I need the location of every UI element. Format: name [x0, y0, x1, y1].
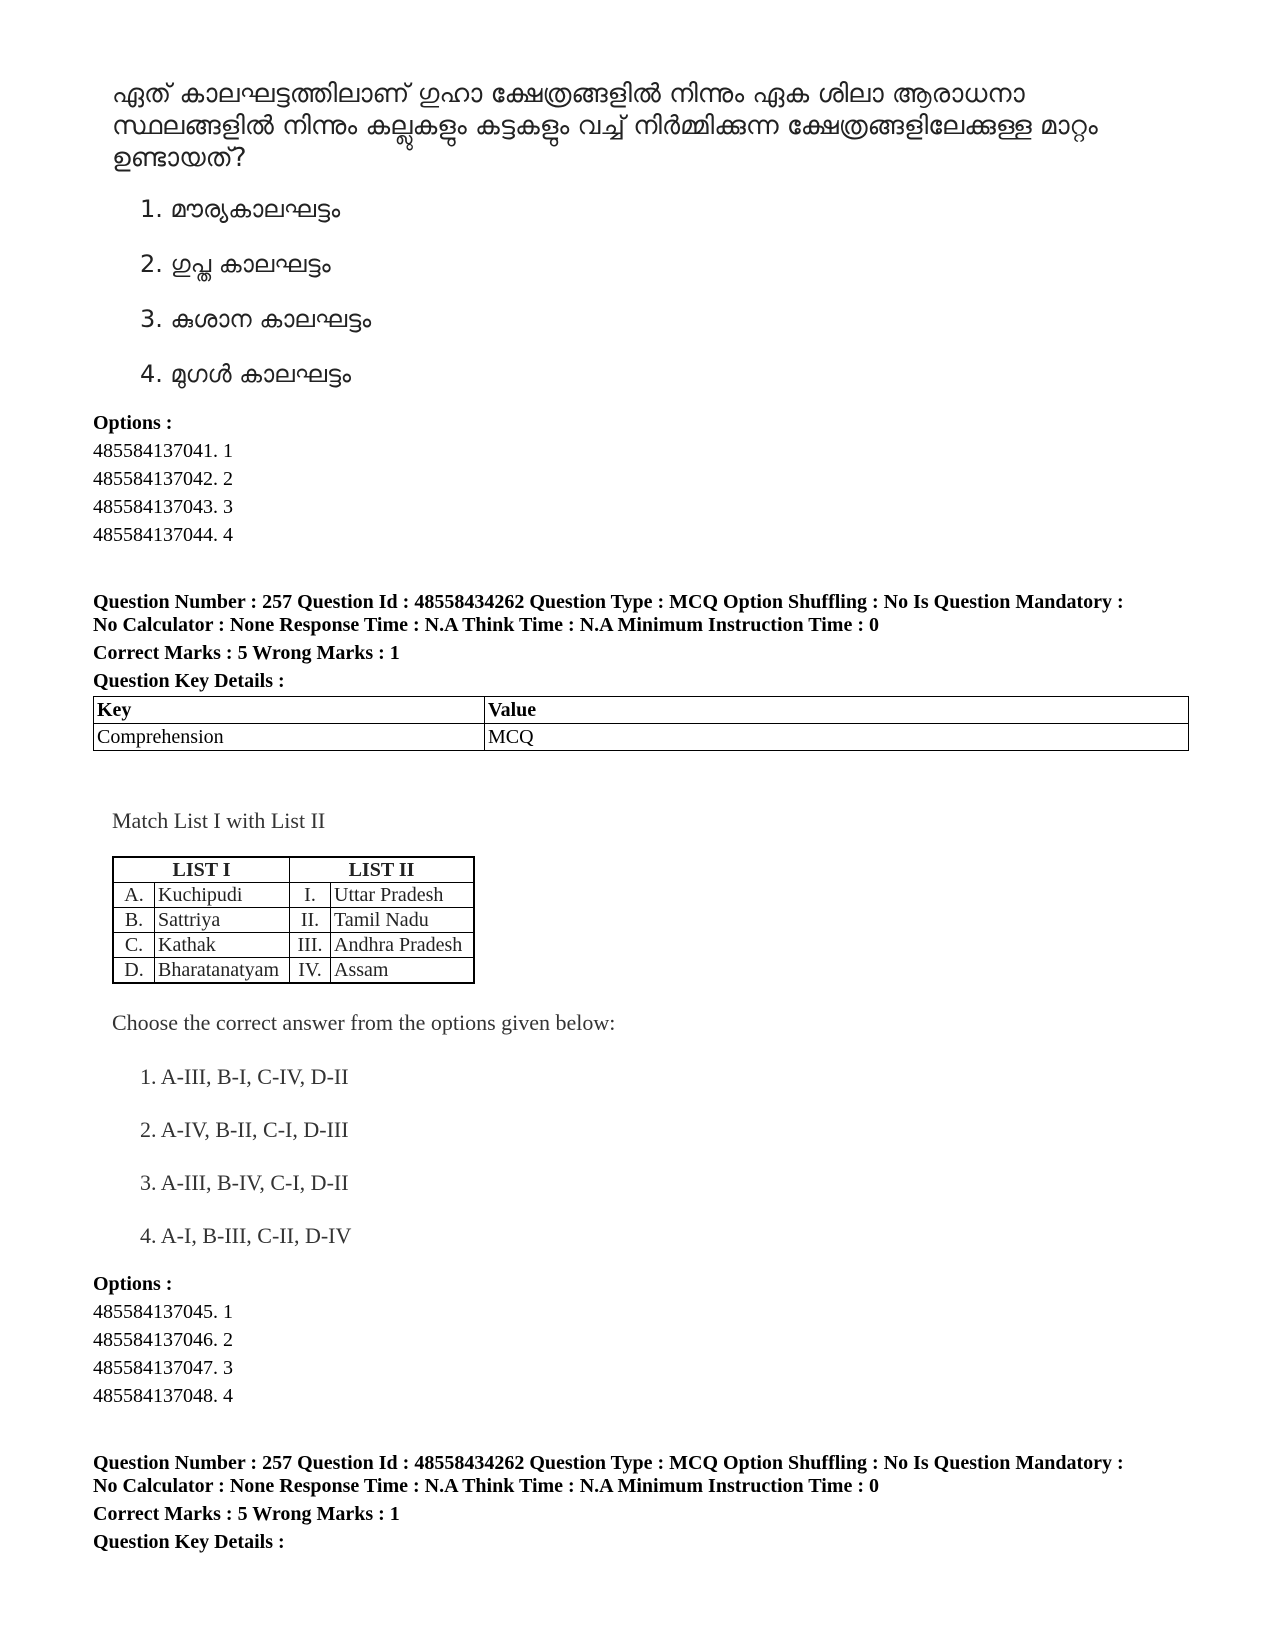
question-meta-line1: Question Number : 257 Question Id : 48558434262 Question Type : MCQ Option Shuffling : No Is Question Mandatory :: [93, 1452, 1124, 1474]
key-cell: Comprehension: [94, 724, 485, 751]
list1-header: LIST I: [113, 857, 290, 883]
question-meta-line1: Question Number : 257 Question Id : 48558434262 Question Type : MCQ Option Shuffling : No Is Question Mandatory :: [93, 591, 1124, 613]
option-item: 485584137043. 3: [93, 496, 233, 518]
table-row: [113, 958, 474, 984]
option-item: 485584137045. 1: [93, 1301, 233, 1323]
question-key-details-label: Question Key Details :: [93, 1531, 285, 1553]
question-marks: Correct Marks : 5 Wrong Marks : 1: [93, 642, 400, 664]
match-choice-1: 1. A-III, B-I, C-IV, D-II: [140, 1064, 349, 1089]
table-row: [94, 724, 1189, 751]
list2-label: II.: [290, 908, 331, 933]
list1-value: Bharatanatyam: [155, 958, 290, 984]
option-item: 485584137041. 1: [93, 440, 233, 462]
table-row: [113, 883, 474, 908]
list2-value: Assam: [331, 958, 475, 984]
malayalam-choice-2: 2. ഗുപ്ത കാലഘട്ടം: [140, 250, 331, 278]
value-header: Value: [485, 697, 1189, 724]
option-item: 485584137042. 2: [93, 468, 233, 490]
match-choice-2: 2. A-IV, B-II, C-I, D-III: [140, 1117, 349, 1142]
option-item: 485584137046. 2: [93, 1329, 233, 1351]
list1-value: Kathak: [155, 933, 290, 958]
list2-header: LIST II: [290, 857, 475, 883]
value-cell: MCQ: [485, 724, 1189, 751]
malayalam-choice-3: 3. കുശാന കാലഘട്ടം: [140, 305, 372, 333]
list2-label: I.: [290, 883, 331, 908]
malayalam-choice-1: 1. മൗര്യകാലഘട്ടം: [140, 195, 341, 223]
list2-value: Uttar Pradesh: [331, 883, 475, 908]
list2-value: Andhra Pradesh: [331, 933, 475, 958]
list1-value: Sattriya: [155, 908, 290, 933]
match-choice-3: 3. A-III, B-IV, C-I, D-II: [140, 1170, 349, 1195]
list1-label: C.: [113, 933, 155, 958]
question-meta-line2: No Calculator : None Response Time : N.A Think Time : N.A Minimum Instruction Time : 0: [93, 614, 879, 636]
question-meta-line2: No Calculator : None Response Time : N.A Think Time : N.A Minimum Instruction Time : 0: [93, 1475, 879, 1497]
question-marks: Correct Marks : 5 Wrong Marks : 1: [93, 1503, 400, 1525]
options-heading: Options :: [93, 412, 173, 434]
list1-label: B.: [113, 908, 155, 933]
malayalam-question-text: ഏത് കാലഘട്ടത്തിലാണ് ഗുഹാ ക്ഷേത്രങ്ങളിൽ നിന്നും ഏക ശിലാ ആരാധനാ സ്ഥലങ്ങളിൽ നിന്നും കല്ലുകളും കട്ടകളും വച്ച് നിർമ്മിക്കുന്ന ക്ഷേത്രങ്ങളിലേക്കുള്ള മാറ്റം ഉണ്ടായത്?: [112, 79, 1098, 173]
match-choice-4: 4. A-I, B-III, C-II, D-IV: [140, 1223, 352, 1248]
option-item: 485584137047. 3: [93, 1357, 233, 1379]
key-header: Key: [94, 697, 485, 724]
match-instruction: Choose the correct answer from the options given below:: [112, 1010, 616, 1035]
list2-value: Tamil Nadu: [331, 908, 475, 933]
list2-label: III.: [290, 933, 331, 958]
table-row: [113, 908, 474, 933]
list2-label: IV.: [290, 958, 331, 984]
option-item: 485584137048. 4: [93, 1385, 233, 1407]
list1-label: A.: [113, 883, 155, 908]
key-details-table: [93, 696, 1189, 751]
list1-label: D.: [113, 958, 155, 984]
malayalam-choice-4: 4. മുഗൾ കാലഘട്ടം: [140, 360, 352, 388]
options-heading: Options :: [93, 1273, 173, 1295]
question-key-details-label: Question Key Details :: [93, 670, 285, 692]
match-list-table: [112, 856, 475, 984]
list1-value: Kuchipudi: [155, 883, 290, 908]
option-item: 485584137044. 4: [93, 524, 233, 546]
match-prompt: Match List I with List II: [112, 808, 326, 833]
table-row: [113, 933, 474, 958]
